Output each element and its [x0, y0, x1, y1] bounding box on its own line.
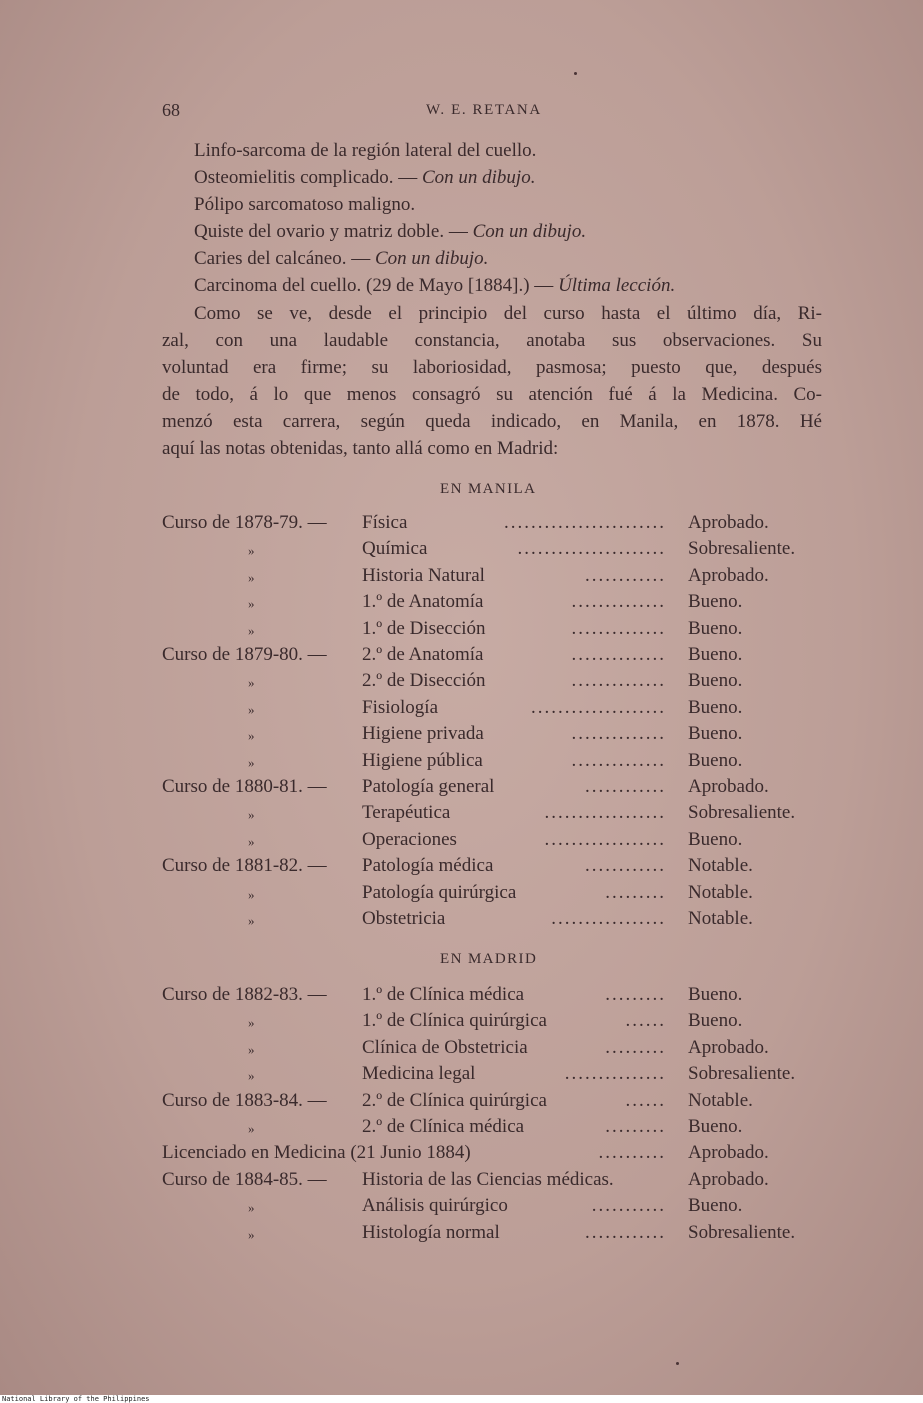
case-title: Linfo-sarcoma de la región lateral del cuello. — [194, 140, 537, 161]
dot-leader: ...... — [625, 1089, 666, 1111]
dot-leader: ............ — [585, 776, 666, 797]
subject-name: Histología normal — [362, 1221, 500, 1243]
dot-leader: .................. — [544, 828, 666, 850]
ditto-mark: » — [248, 1041, 255, 1057]
grade: Bueno. — [688, 984, 743, 1005]
subject-name: Historia de las Ciencias médicas. — [362, 1168, 614, 1190]
case-title: Caries del calcáneo. — — [194, 248, 375, 269]
course-year: Curso de 1883-84. — — [162, 1089, 327, 1111]
case-list-item — [194, 194, 415, 216]
ditto-mark: » — [248, 1068, 255, 1084]
subject-name: Patología quirúrgica — [362, 881, 517, 903]
section-heading: EN MANILA — [440, 481, 537, 497]
course-year: Curso de 1880-81. — — [162, 776, 327, 797]
subject-name: Historia Natural — [362, 564, 485, 586]
ditto-mark: » — [248, 675, 255, 691]
grade: Bueno. — [688, 1116, 743, 1137]
case-list-item — [194, 248, 488, 270]
ditto-mark: » — [248, 1200, 255, 1216]
subject-name: Terapéutica — [362, 802, 451, 824]
case-list-item — [194, 167, 535, 189]
grade: Sobresaliente. — [688, 1063, 796, 1085]
dot-leader: .............. — [571, 591, 666, 613]
subject-name: Higiene privada — [362, 723, 484, 745]
grade: Aprobado. — [688, 776, 769, 797]
ditto-mark: » — [248, 807, 255, 823]
dot-leader: .............. — [571, 644, 666, 665]
grade: Bueno. — [688, 1010, 743, 1032]
case-title: Quiste del ovario y matriz doble. — — [194, 221, 473, 242]
case-title: Carcinoma del cuello. (29 de Mayo [1884].) — — [194, 275, 559, 296]
dot-leader: .............. — [571, 723, 666, 745]
ditto-mark: » — [248, 701, 255, 717]
paragraph-line: zal, con una laudable constancia, anotaba sus observaciones. Su — [162, 330, 822, 351]
grade: Bueno. — [688, 591, 743, 613]
grade: Aprobado. — [688, 1036, 769, 1058]
running-head: W. E. RETANA — [426, 102, 542, 118]
grade: Aprobado. — [688, 1168, 769, 1190]
paragraph-line: menzó esta carrera, según queda indicado, en Manila, en 1878. Hé — [162, 411, 822, 432]
dot-leader: ............ — [585, 564, 666, 586]
subject-name: 2.º de Anatomía — [362, 644, 484, 665]
subject-name: 2.º de Disección — [362, 670, 486, 692]
scan-credit: National Library of the Philippines — [2, 1395, 150, 1403]
dot-leader: ............... — [564, 1063, 666, 1085]
subject-name: Patología general — [362, 776, 495, 797]
subject-name: Licenciado en Medicina (21 Junio 1884) — [162, 1142, 471, 1164]
ditto-mark: » — [248, 833, 255, 849]
grade: Aprobado. — [688, 564, 769, 586]
ditto-mark: » — [248, 622, 255, 638]
subject-name: 1.º de Disección — [362, 617, 486, 639]
paragraph-line: voluntad era firme; su laboriosidad, pasmosa; puesto que, después — [162, 357, 822, 378]
grade: Notable. — [688, 1089, 753, 1111]
dot-leader: .................... — [531, 696, 666, 718]
ditto-mark: » — [248, 543, 255, 559]
grade: Notable. — [688, 908, 753, 929]
ditto-mark: » — [248, 1121, 255, 1136]
grade: Sobresaliente. — [688, 1221, 796, 1243]
subject-name: Física — [362, 512, 408, 533]
grade: Bueno. — [688, 696, 743, 718]
course-year: Curso de 1878-79. — — [162, 512, 327, 533]
subject-name: 2.º de Clínica médica — [362, 1116, 525, 1137]
dot-leader: ...................... — [517, 538, 666, 560]
grade: Notable. — [688, 855, 753, 877]
subject-name: Química — [362, 538, 428, 560]
dot-leader: .............. — [571, 749, 666, 771]
course-year: Curso de 1879-80. — — [162, 644, 327, 665]
grade: Bueno. — [688, 617, 743, 639]
ink-speck — [676, 1362, 679, 1365]
dot-leader: ............ — [585, 855, 666, 877]
subject-name: 1.º de Clínica médica — [362, 984, 525, 1005]
subject-name: Análisis quirúrgico — [362, 1195, 508, 1217]
case-note: Última lección. — [558, 275, 676, 296]
grade: Notable. — [688, 881, 753, 903]
grade: Aprobado. — [688, 512, 769, 533]
ditto-mark: » — [248, 596, 255, 612]
subject-name: Clínica de Obstetricia — [362, 1036, 528, 1058]
subject-name: Fisiología — [362, 696, 439, 718]
section-heading: EN MADRID — [440, 951, 538, 967]
subject-name: Patología médica — [362, 855, 494, 877]
ditto-mark: » — [248, 1015, 255, 1031]
case-title: Pólipo sarcomatoso maligno. — [194, 194, 416, 215]
subject-name: 1.º de Anatomía — [362, 591, 484, 613]
paragraph-line: Como se ve, desde el principio del curso hasta el último día, Ri- — [194, 303, 822, 324]
case-list-item — [194, 275, 675, 297]
case-note: Con un dibujo. — [374, 248, 489, 269]
dot-leader: .......... — [598, 1142, 666, 1164]
grade: Bueno. — [688, 1195, 743, 1217]
dot-leader: ............ — [585, 1221, 666, 1243]
subject-name: Operaciones — [362, 828, 457, 850]
grade: Bueno. — [688, 828, 743, 850]
dot-leader: .................. — [544, 802, 666, 824]
dot-leader: ......... — [605, 984, 666, 1005]
paragraph-line: de todo, á lo que menos consagró su atención fué á la Medicina. Co- — [162, 384, 822, 405]
dot-leader: ......... — [605, 1036, 666, 1058]
dot-leader: ......... — [605, 881, 666, 903]
course-year: Curso de 1882-83. — — [162, 984, 327, 1005]
grade: Bueno. — [688, 644, 743, 665]
dot-leader: ......... — [605, 1116, 666, 1137]
subject-name: Higiene pública — [362, 749, 483, 771]
grade: Sobresaliente. — [688, 538, 796, 560]
grade: Aprobado. — [688, 1142, 769, 1164]
ink-speck — [574, 72, 577, 75]
course-year: Curso de 1884-85. — — [162, 1168, 327, 1190]
ditto-mark: » — [248, 754, 255, 770]
ditto-mark: » — [248, 913, 255, 928]
ditto-mark: » — [248, 728, 255, 744]
case-note: Con un dibujo. — [472, 221, 587, 242]
case-list-item — [194, 221, 586, 243]
case-note: Con un dibujo. — [421, 167, 536, 188]
paragraph-line: aquí las notas obtenidas, tanto allá como en Madrid: — [162, 438, 559, 459]
ditto-mark: » — [248, 1226, 255, 1242]
subject-name: 2.º de Clínica quirúrgica — [362, 1089, 547, 1111]
subject-name: Obstetricia — [362, 908, 446, 929]
subject-name: 1.º de Clínica quirúrgica — [362, 1010, 547, 1032]
case-title: Osteomielitis complicado. — — [194, 167, 422, 188]
dot-leader: .............. — [571, 670, 666, 692]
grade: Bueno. — [688, 670, 743, 692]
ditto-mark: » — [248, 569, 255, 585]
dot-leader: ................. — [551, 908, 666, 929]
dot-leader: .............. — [571, 617, 666, 639]
grade: Bueno. — [688, 749, 743, 771]
dot-leader: ...... — [625, 1010, 666, 1032]
case-list-item — [194, 140, 536, 162]
ditto-mark: » — [248, 886, 255, 902]
grade: Bueno. — [688, 723, 743, 745]
dot-leader: ........... — [591, 1195, 666, 1217]
course-year: Curso de 1881-82. — — [162, 855, 327, 877]
dot-leader: ........................ — [504, 512, 666, 533]
page-number: 68 — [162, 100, 180, 120]
grade: Sobresaliente. — [688, 802, 796, 824]
subject-name: Medicina legal — [362, 1063, 476, 1085]
